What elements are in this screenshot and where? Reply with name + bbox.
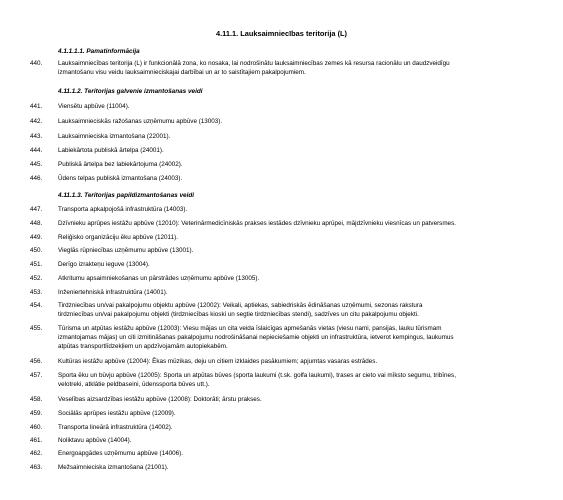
item-text: Sociālās aprūpes iestāžu apbūve (12009).: [58, 410, 176, 417]
item-text: Reliģisko organizāciju ēku apbūve (12011).: [58, 234, 178, 241]
item-text: atpūtas transportlīdzekļiem un apdzīvojamām autopiekabēm.: [58, 343, 228, 350]
item-text: Derīgo izrakteņu ieguve (13004).: [58, 261, 150, 268]
item-text: Mežsaimnieciska izmantošana (21001).: [58, 464, 169, 471]
item-text: izmantojamas mājas) un citi izmitināšanas pakalpojumu nodrošināšanai nepieciešamie objekti un infrastruktūra, ietverot kempingus, laukumus: [58, 334, 454, 341]
item-number: 445.: [30, 161, 43, 168]
item-number: 463.: [30, 464, 43, 471]
item-number: 440.: [30, 60, 43, 67]
item-number: 444.: [30, 147, 43, 154]
item-text: Vieglās rūpniecības uzņēmumu apbūve (13001).: [58, 247, 194, 254]
item-text: Lauksaimnieciska izmantošana (22001).: [58, 133, 171, 140]
item-number: 454.: [30, 302, 43, 309]
item-number: 447.: [30, 206, 43, 213]
item-number: 453.: [30, 289, 43, 296]
item-number: 451.: [30, 261, 43, 268]
item-number: 450.: [30, 247, 43, 254]
item-text: Labiekārtota publiskā ārtelpa (24001).: [58, 147, 164, 154]
item-number: 455.: [30, 325, 43, 332]
item-number: 461.: [30, 437, 43, 444]
item-text: Atkritumu apsaimniekošanas un pārstrādes uzņēmumu apbūve (13005).: [58, 275, 260, 282]
item-number: 456.: [30, 358, 43, 365]
item-number: 442.: [30, 118, 43, 125]
item-number: 443.: [30, 133, 43, 140]
item-text: Sporta ēku un būvju apbūve (12005): Sporta un atpūtas būves (sporta laukumi (t.sk. golfa laukumi), trases ar cieto vai mīksto segumu, tribīnes,: [58, 372, 456, 379]
item-number: 457.: [30, 372, 43, 379]
item-text: Viensētu apbūve (11004).: [58, 103, 130, 110]
item-number: 446.: [30, 175, 43, 182]
item-text: Lauksaimnieciskās ražošanas uzņēmumu apbūve (13003).: [58, 118, 223, 125]
item-text: Dzīvnieku aprūpes iestāžu apbūve (12010): Veterinārmedicīniskās prakses iestādes dzīvnieku aprūpei, mājdzīvnieku viesnīcas un patversmes.: [58, 220, 456, 227]
item-text: tirdzniecības un/vai pakalpojumu objekti (tirdzniecības kioski un segtie tirdzniecības stendi), sadzīves un citu pakalpojumu objekti.: [58, 311, 419, 318]
item-number: 448.: [30, 220, 43, 227]
item-text: Ūdens telpas publiskā izmantošana (24003).: [58, 175, 183, 182]
item-number: 459.: [30, 410, 43, 417]
item-text: Veselības aizsardzības iestāžu apbūve (12008): Doktorāti; ārstu prakses.: [58, 396, 262, 403]
item-number: 452.: [30, 275, 43, 282]
item-number: 441.: [30, 103, 43, 110]
item-text: Kultūras iestāžu apbūve (12004): Ēkas mūzikas, deju un citiem izklaides pasākumiem; apjumtas vasaras estrādes.: [58, 358, 378, 365]
item-text: Tūrisma un atpūtas iestāžu apbūve (12003): Viesu mājas un cita veida īslaicīgas apmešanās vietas (viesu nami, pansijas, lauku tūrismam: [58, 325, 442, 332]
item-number: 458.: [30, 396, 43, 403]
item-text: Lauksaimniecības teritorija (L) ir funkcionālā zona, ko nosaka, lai nodrošinātu lauksaimniecības zemes kā resursa racionālu un daudzveidīgu: [58, 60, 450, 67]
item-text: Publiskā ārtelpa bez labiekārtojuma (24002).: [58, 161, 183, 168]
item-number: 462.: [30, 450, 43, 457]
subsection-heading: 4.11.1.3. Teritorijas papildizmantošanas veidi: [58, 192, 195, 199]
section-title: 4.11.1. Lauksaimniecības teritorija (L): [215, 29, 348, 38]
subsection-heading: 4.1.1.1.1. Pamatinformācija: [58, 48, 140, 55]
item-text: izmantošanu visu veidu lauksaimnieciskajai darbībai un ar to saistītajiem pakalpojumiem.: [58, 69, 306, 76]
item-number: 449.: [30, 234, 43, 241]
subsection-heading: 4.11.1.2. Teritorijas galvenie izmantošanas veidi: [58, 88, 203, 95]
item-text: Inženiertehniskā infrastruktūra (14001).: [58, 289, 168, 296]
item-text: Transporta lineārā infrastruktūra (14002).: [58, 424, 173, 431]
item-text: Noliktavu apbūve (14004).: [58, 437, 132, 444]
item-text: velotreki, atklātie peldbaseini, ūdenssporta būves utt.).: [58, 381, 210, 388]
item-number: 460.: [30, 424, 43, 431]
item-text: Transporta apkalpojošā infrastruktūra (14003).: [58, 206, 188, 213]
item-text: Tirdzniecības un/vai pakalpojumu objektu apbūve (12002): Veikali, aptiekas, sabiedriskās ēdināšanas uzņēmumi, sezonas rakstura: [58, 302, 423, 309]
item-text: Energoapgādes uzņēmumu apbūve (14006).: [58, 450, 183, 457]
